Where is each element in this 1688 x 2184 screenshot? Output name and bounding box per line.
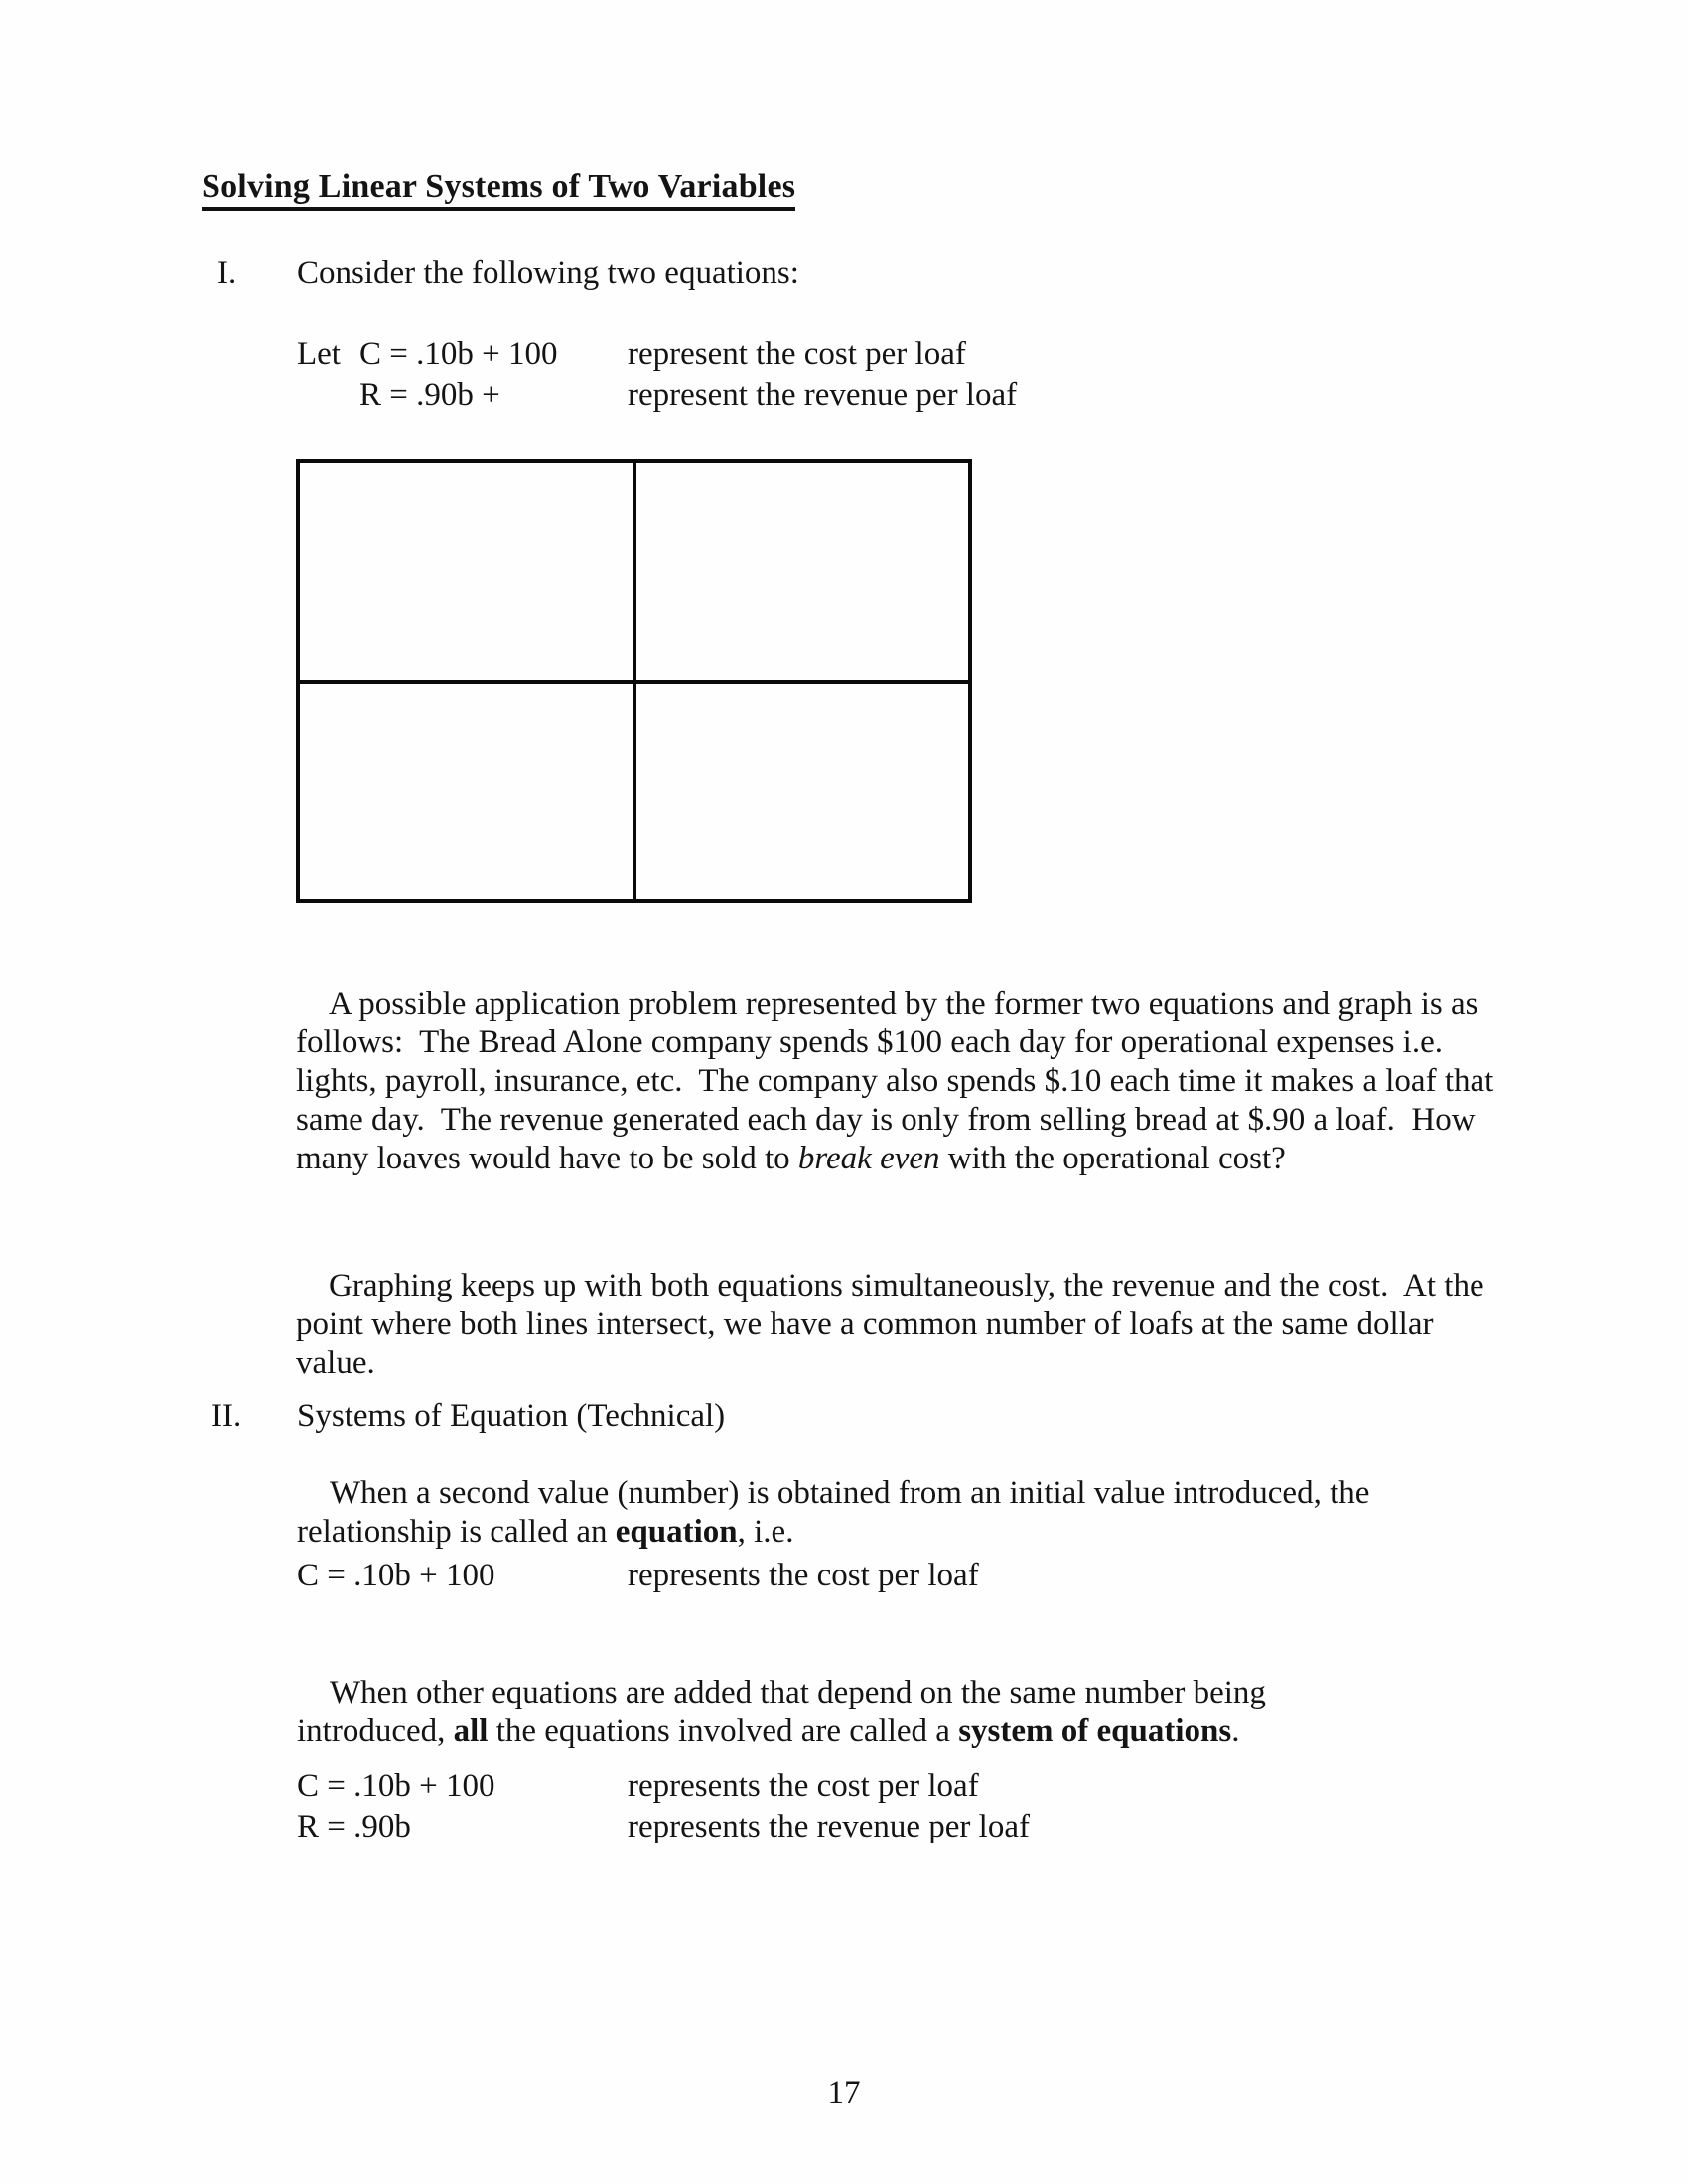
- revenue-equation: R = .90b: [297, 1809, 411, 1844]
- system-equation-block: [297, 1766, 1030, 1847]
- revenue-equation: R = .90b +: [359, 377, 500, 413]
- let-equation-block: [297, 335, 1017, 416]
- cost-equation-description: represents the cost per loaf: [628, 1558, 979, 1593]
- application-paragraph: [296, 946, 1519, 1217]
- cost-equation: C = .10b + 100: [297, 1768, 495, 1804]
- equation-row-revenue: [297, 375, 1017, 416]
- graphing-text: Graphing keeps up with both equations simultaneously, the revenue and the cost. At the point where both lines intersect, we have a common number of loafs at the same dollar value.: [296, 1268, 1492, 1381]
- revenue-equation-description: represents the revenue per loaf: [628, 1809, 1030, 1844]
- section-2-heading: Systems of Equation (Technical): [297, 1398, 726, 1433]
- application-text-before: A possible application problem represented by the former two equations and graph is as follows: The Bread Alone company spends $100 each day for operational expenses i.e. lights, payroll, insurance, etc. The company also spends $.10 each time it makes a loaf that same day. The revenue generated each day is only from selling bread at $.90 a loaf. How many loaves would have to be sold to: [296, 986, 1502, 1176]
- equation-row-cost: [297, 335, 1017, 375]
- revenue-equation-description: represent the revenue per loaf: [628, 377, 1018, 413]
- equation-bold-word: equation: [615, 1514, 738, 1550]
- section-1-heading: Consider the following two equations:: [297, 255, 799, 291]
- equation-row-revenue: [297, 1807, 1030, 1847]
- system-text-2: the equations involved are called a: [488, 1713, 959, 1749]
- application-text-after: with the operational cost?: [939, 1141, 1286, 1176]
- system-of-equations-bold: system of equations: [958, 1713, 1232, 1749]
- equation-row-cost: [297, 1556, 979, 1596]
- let-label: Let: [297, 337, 341, 372]
- graphing-paragraph: [296, 1228, 1502, 1422]
- graph-grid: [296, 459, 972, 903]
- all-bold-word: all: [453, 1713, 489, 1749]
- cost-equation-description: represents the cost per loaf: [628, 1768, 979, 1804]
- single-equation-block: [297, 1556, 979, 1596]
- cost-equation-description: represent the cost per loaf: [628, 337, 966, 372]
- definition-text-after: , i.e.: [737, 1514, 794, 1550]
- break-even-italic: break even: [797, 1141, 940, 1176]
- cost-equation: C = .10b + 100: [359, 337, 558, 372]
- grid-cell-bottom-left: [300, 684, 636, 899]
- grid-cell-bottom-right: [636, 684, 968, 899]
- grid-cell-top-left: [300, 463, 636, 684]
- cost-equation: C = .10b + 100: [297, 1558, 495, 1593]
- let-label-spacer: [297, 375, 359, 416]
- grid-cell-top-right: [636, 463, 968, 684]
- definition-text-before: When a second value (number) is obtained from an initial value introduced, the relationship is called an: [297, 1475, 1378, 1550]
- equation-row-cost: [297, 1766, 1030, 1807]
- system-text-3: .: [1231, 1713, 1240, 1749]
- page-title: Solving Linear Systems of Two Variables: [202, 167, 795, 211]
- system-text-1: When other equations are added that depend on the same number being introduced,: [297, 1675, 1275, 1749]
- section-1-numeral: I.: [217, 255, 237, 291]
- page-number: 17: [827, 2075, 861, 2111]
- section-2-numeral: II.: [211, 1398, 242, 1433]
